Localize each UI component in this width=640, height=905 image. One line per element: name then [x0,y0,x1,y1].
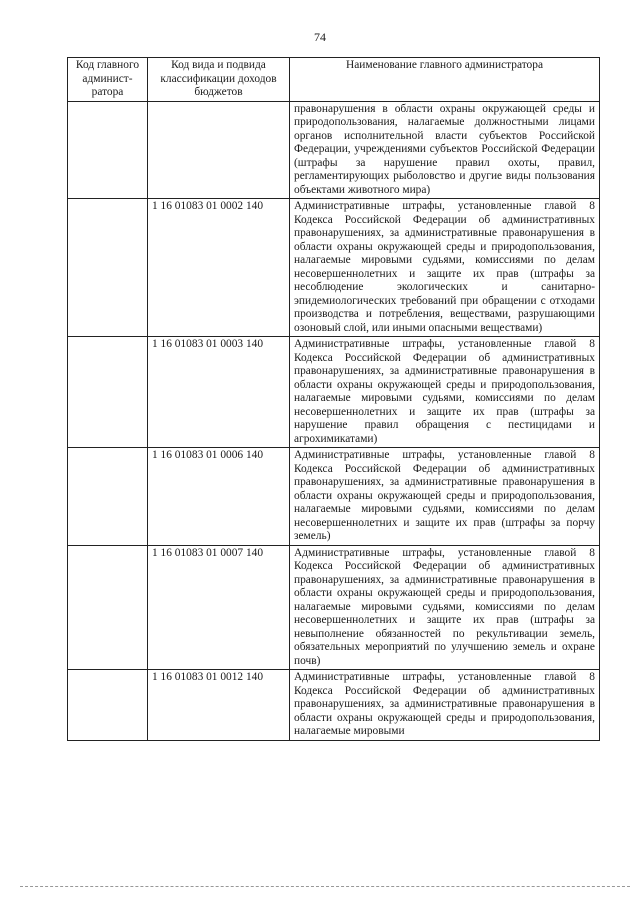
table-row [68,199,600,337]
admin-code-cell [68,448,148,546]
page-number: 74 [314,30,326,44]
table-row [68,545,600,670]
admin-name-cell: правонарушения в области охраны окружающей среды и природопользования, налагаемые должностными лицами органов исполнительной власти субъектов Российской Федерации, учреждениями субъектов Российской Федерации (штрафы за нарушение правил охоты, правил, регламентирующих рыболовство и другие виды пользования объектами животного мира) [290,101,600,199]
table-row [68,448,600,546]
admin-name-cell: Административные штрафы, установленные главой 8 Кодекса Российской Федерации об административных правонарушениях, за административные правонарушения в области охраны окружающей среды и природопользования, налагаемые мировыми судьями, комиссиями по делам несовершеннолетних и защите их прав (штрафы за невыполнение обязанностей по рекультивации земель, обязательных мероприятий по улучшению земель и охране почв) [290,545,600,670]
admin-name-cell: Административные штрафы, установленные главой 8 Кодекса Российской Федерации об административных правонарушениях, за административные правонарушения в области охраны окружающей среды и природопользования, налагаемые мировыми судьями, комиссиями по делам несовершеннолетних и защите их прав (штрафы за нарушение правил обращения с пестицидами и агрохимикатами) [290,337,600,448]
admin-name-cell: Административные штрафы, установленные главой 8 Кодекса Российской Федерации об административных правонарушениях, за административные правонарушения в области охраны окружающей среды и природопользования, налагаемые мировыми судьями, комиссиями по делам несовершеннолетних и защите их прав (штрафы за порчу земель) [290,448,600,546]
admin-name-cell: Административные штрафы, установленные главой 8 Кодекса Российской Федерации об административных правонарушениях, за административные правонарушения в области охраны окружающей среды и природопользования, налагаемые мировыми судьями, комиссиями по делам несовершеннолетних и защите их прав (штрафы за несоблюдение экологических и санитарно-эпидемиологических требований при обращении с отходами производства и потребления, веществами, разрушающими озоновый слой, или иными опасными веществами) [290,199,600,337]
table-row [68,670,600,741]
admin-code-cell [68,101,148,199]
table-row [68,337,600,448]
revenue-code-cell: 1 16 01083 01 0012 140 [148,670,290,741]
header-admin-name: Наименование главного администратора [290,58,600,102]
revenue-code-cell: 1 16 01083 01 0002 140 [148,199,290,337]
admin-code-cell [68,545,148,670]
admin-code-cell [68,337,148,448]
revenue-code-cell: 1 16 01083 01 0006 140 [148,448,290,546]
revenue-code-cell: 1 16 01083 01 0003 140 [148,337,290,448]
admin-name-cell: Административные штрафы, установленные главой 8 Кодекса Российской Федерации об административных правонарушениях, за административные правонарушения в области охраны окружающей среды и природопользования, налагаемые мировыми [290,670,600,741]
header-revenue-code: Код вида и подвида классификации доходов бюджетов [148,58,290,102]
table-header-row [68,58,600,102]
table-row [68,101,600,199]
scan-artifact-line [20,886,630,887]
header-admin-code: Код главного админист-ратора [68,58,148,102]
revenue-code-cell [148,101,290,199]
admin-code-cell [68,670,148,741]
revenue-table [67,57,600,741]
revenue-code-cell: 1 16 01083 01 0007 140 [148,545,290,670]
admin-code-cell [68,199,148,337]
